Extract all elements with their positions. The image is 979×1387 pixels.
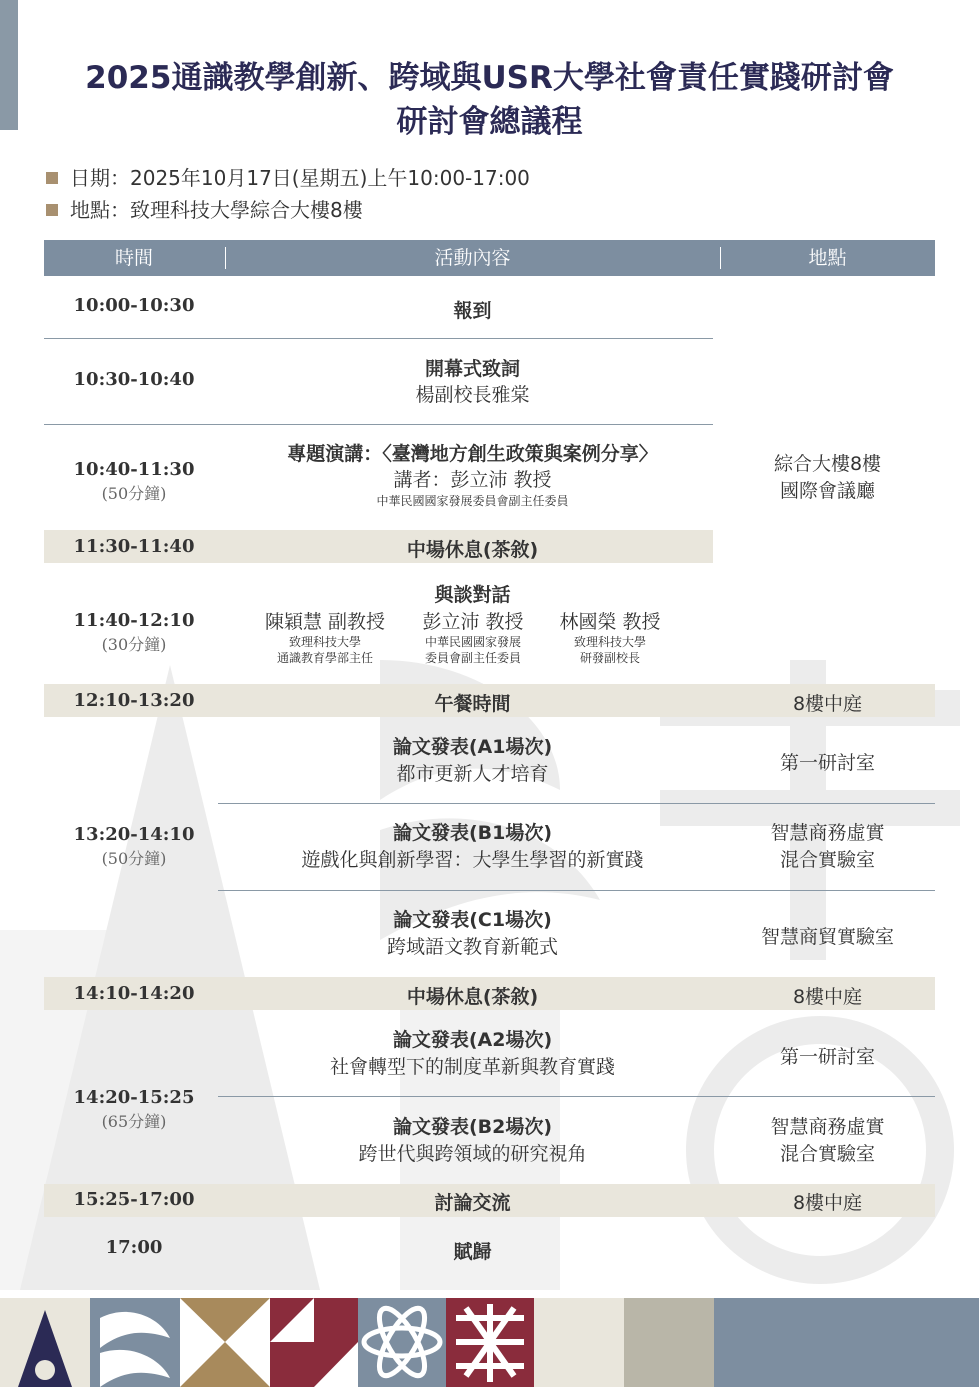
activity-title: 論文發表(B2場次): [392, 1116, 553, 1138]
row-divider: [44, 424, 713, 425]
activity-cell: [225, 907, 720, 961]
activity-title: 與談對話: [434, 584, 511, 606]
activity-cell: [225, 820, 720, 874]
date-text: 日期：2025年10月17日(星期五)上午10:00-17:00: [70, 166, 530, 190]
activity-cell: [225, 689, 720, 716]
activity-cell: [225, 580, 720, 607]
activity-title: 論文發表(C1場次): [393, 909, 552, 931]
time-cell: 12:10-13:20: [73, 690, 195, 711]
time-cell: 15:25-17:00: [73, 1189, 195, 1210]
activity-subtitle: 都市更新人才培育: [396, 763, 549, 785]
page-subtitle: 研討會總議程: [396, 104, 583, 140]
panelist-affiliation: 致理科技大學: [288, 635, 361, 649]
activity-title: 賦歸: [453, 1241, 492, 1263]
activity-title: 開幕式致詞: [424, 358, 520, 380]
activity-subtitle: 楊副校長雅棠: [415, 384, 530, 406]
activity-title: 中場休息(茶敘): [406, 986, 539, 1008]
time-duration: (30分鐘): [101, 635, 167, 654]
time-duration: (50分鐘): [101, 849, 167, 868]
activity-subtitle: 遊戲化與創新學習：大學生學習的新實踐: [301, 849, 644, 871]
activity-cell: [225, 1237, 720, 1264]
panelist: [255, 607, 395, 666]
location-line: 智慧商務虛實: [770, 1116, 885, 1138]
panelist: [403, 607, 543, 666]
activity-cell: [225, 1188, 720, 1215]
location-cell: [720, 820, 935, 874]
time-cell: 10:00-10:30: [73, 295, 195, 316]
location-cell: 8樓中庭: [792, 693, 863, 715]
row-divider: [44, 338, 713, 339]
activity-cell: [225, 734, 720, 788]
place-text: 地點：致理科技大學綜合大樓8樓: [70, 198, 363, 222]
table-header: [44, 240, 935, 276]
location-cell: 第一研討室: [779, 752, 875, 774]
activity-cell: [225, 441, 720, 509]
activity-cell: [225, 982, 720, 1009]
panelist-affiliation: 中華民國國家發展: [424, 635, 521, 649]
panelist-affiliation: 通識教育學部主任: [276, 651, 373, 665]
activity-title: 論文發表(A1場次): [392, 736, 553, 758]
time-cell: [44, 458, 224, 506]
location-line: 混合實驗室: [779, 849, 875, 871]
info-date: [46, 162, 530, 191]
panelist-name: 彭立沛 教授: [422, 611, 524, 633]
row-divider: [218, 1096, 935, 1097]
time-duration: (65分鐘): [101, 1112, 167, 1131]
info-place: [46, 194, 363, 223]
location-cell: 8樓中庭: [792, 986, 863, 1008]
activity-cell: [225, 1114, 720, 1168]
activity-title: 論文發表(B1場次): [392, 822, 553, 844]
activity-title: 專題演講：〈臺灣地方創生政策與案例分享〉: [287, 443, 658, 465]
location-cell: 第一研討室: [779, 1046, 875, 1068]
activity-subtitle: 講者：彭立沛 教授: [393, 469, 552, 491]
activity-cell: [225, 1027, 720, 1081]
activity-cell: [225, 356, 720, 408]
location-line: 智慧商務虛實: [770, 822, 885, 844]
page-title: 2025通識教學創新、跨域與USR大學社會責任實踐研討會: [85, 60, 894, 96]
activity-subtitle: 跨世代與跨領域的研究視角: [358, 1143, 587, 1165]
activity-subtitle: 跨域語文教育新範式: [386, 936, 558, 958]
time-cell: [44, 1086, 224, 1134]
time-range: 14:20-15:25: [73, 1087, 195, 1108]
activity-cell: [225, 535, 720, 562]
panelist-name: 林國榮 教授: [559, 611, 661, 633]
location-line: 混合實驗室: [779, 1143, 875, 1165]
panelist-affiliation: 委員會副主任委員: [424, 651, 521, 665]
footer-pattern-strip: [0, 1298, 979, 1387]
bullet-square-icon: [46, 204, 58, 216]
time-cell: [44, 609, 224, 657]
time-cell: 10:30-10:40: [73, 369, 195, 390]
time-range: 11:40-12:10: [73, 610, 195, 631]
panelist-affiliation: 研發副校長: [579, 651, 640, 665]
header-location: 地點: [808, 247, 847, 269]
location-line: 綜合大樓8樓: [773, 453, 882, 475]
activity-title: 午餐時間: [434, 693, 511, 715]
location-line: 國際會議廳: [779, 480, 875, 502]
time-cell: [44, 823, 224, 871]
activity-title: 報到: [453, 300, 492, 322]
location-cell: [720, 1114, 935, 1168]
row-divider: [218, 803, 935, 804]
location-cell: 智慧商貿實驗室: [760, 926, 894, 948]
location-cell: 8樓中庭: [792, 1192, 863, 1214]
time-duration: (50分鐘): [101, 484, 167, 503]
activity-title: 中場休息(茶敘): [406, 539, 539, 561]
time-cell: 17:00: [105, 1237, 163, 1258]
time-cell: 11:30-11:40: [73, 536, 195, 557]
activity-title: 論文發表(A2場次): [392, 1029, 553, 1051]
activity-cell: [225, 296, 720, 323]
location-cell: [720, 451, 935, 505]
time-range: 13:20-14:10: [73, 824, 195, 845]
bullet-square-icon: [46, 172, 58, 184]
panelist: [540, 607, 680, 666]
time-cell: 14:10-14:20: [73, 983, 195, 1004]
activity-title: 討論交流: [434, 1192, 511, 1214]
row-divider: [218, 890, 935, 891]
time-range: 10:40-11:30: [73, 459, 195, 480]
header-time: 時間: [114, 247, 153, 269]
activity-note: 中華民國國家發展委員會副主任委員: [376, 494, 569, 508]
panelist-affiliation: 致理科技大學: [573, 635, 646, 649]
header-activity: 活動內容: [434, 247, 511, 269]
panelist-name: 陳穎慧 副教授: [264, 611, 386, 633]
activity-subtitle: 社會轉型下的制度革新與教育實踐: [329, 1056, 615, 1078]
